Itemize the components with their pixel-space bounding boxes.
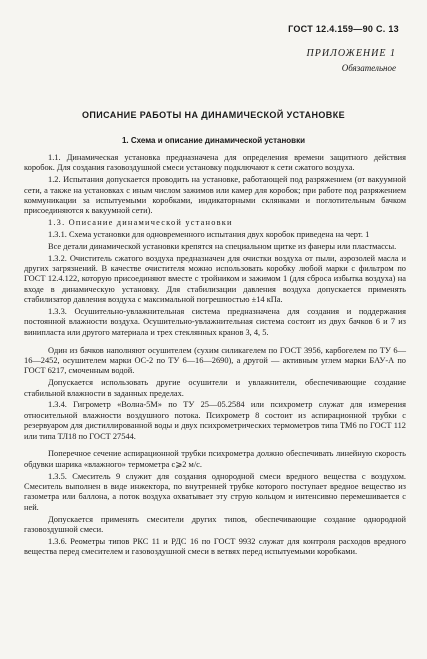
paragraph: 1.2. Испытания допускается проводить на установке, работающей под разряжением (от вакуумной сети, а также на установках с иным числом зажимов или камер для коробок; при работе под разряжением коммуникации за испытуемыми коробками, индикаторными склянками и поглотительным бачком присоединяются к вакуумной сети). xyxy=(24,175,406,216)
appendix-status: Обязательное xyxy=(341,63,396,73)
paragraph: Допускается применять смесители других типов, обеспечивающие создание однородной газовоздушной смеси. xyxy=(24,514,406,535)
paragraph: 1.1. Динамическая установка предназначена для определения времени защитного действия коробок. Для создания газовоздушной смеси установку подключают к сети сжатого воздуха. xyxy=(24,153,406,173)
section-title: 1. Схема и описание динамической установки xyxy=(121,136,306,145)
body-text xyxy=(24,153,406,559)
paragraph: 1.3. Описание динамической установки xyxy=(48,218,233,228)
appendix-label: ПРИЛОЖЕНИЕ 1 xyxy=(306,48,396,59)
document-title: ОПИСАНИЕ РАБОТЫ НА ДИНАМИЧЕСКОЙ УСТАНОВКЕ xyxy=(81,110,345,120)
paragraph: Допускается использовать другие осушители и увлажнители, обеспечивающие создание стабильной влажности в заданных пределах. xyxy=(24,378,406,398)
paragraph: Один из бачков наполняют осушителем (сухим силикагелем по ГОСТ 3956, карбогелем по ТУ 6—16—2452, осушителем марки ОС-2 по ТУ 6—16—2690), а другой — активным углем марки БАУ-А по ГОСТ 6217, смоченным водой. xyxy=(24,345,406,376)
paragraph: 1.3.3. Осушительно-увлажнительная система предназначена для создания и поддержания постоянной влажности воздуха. Осушительно-увлажнительная система состоит из двух бачков 6 и 7 из винипласта или другого материала и трех стеклянных кранов 3, 4, 5. xyxy=(24,307,406,337)
paragraph: 1.3.5. Смеситель 9 служит для создания однородной смеси вредного вещества с воздухом. Смеситель выполнен в виде инжектора, по внутренней трубке которого поступает вредное вещество из газометра или баллона, а поток воздуха охватывает эту струю кольцом и интенсивно перемешивается с ней. xyxy=(24,471,406,512)
page-header: ГОСТ 12.4.159—90 С. 13 xyxy=(288,24,399,34)
paragraph: 1.3.6. Реометры типов РКС 11 и РДС 16 по ГОСТ 9932 служат для контроля расходов вредного вещества перед смесителем и газовоздушной смеси в ветвях перед испытуемыми коробками. xyxy=(24,536,406,557)
appendix-block xyxy=(307,47,397,75)
paragraph: 1.3.2. Очиститель сжатого воздуха предназначен для очистки воздуха от пыли, аэрозолей масла и других загрязнений. В качестве очистителя можно использовать коробку любой марки с фильтром по ГОСТ 12.4.122, которую присоединяют вместе с тройником и зажимом 1 (для сброса избытка воздуха) на входе в динамическую установку. Для стабилизации давления воздуха допускается применять стабилизатор давления воздуха с максимальной погрешностью ±14 кПа. xyxy=(24,253,406,305)
paragraph: Поперечное сечение аспирационной трубки психрометра должно обеспечивать линейную скорость обдувки шарика «влажного» термометра с⩾2 м/с. xyxy=(24,449,406,469)
paragraph: 1.3.4. Гигрометр «Волна-5М» по ТУ 25—05.2584 или психрометр служат для измерения относительной влажности воздушного потока. Психрометр 8 состоит из аспирационной трубки с резервуаром для дистиллированной воды и двух психрометрических термометров типа ТМ6 по ГОСТ 112 или типа ТЛ18 по ГОСТ 27544. xyxy=(24,400,406,441)
paragraph: 1.3.1. Схема установки для одновременного испытания двух коробок приведена на черт. 1 xyxy=(48,230,370,240)
paragraph: Все детали динамической установки крепятся на специальном щитке из фанеры или пластмассы. xyxy=(48,241,397,251)
